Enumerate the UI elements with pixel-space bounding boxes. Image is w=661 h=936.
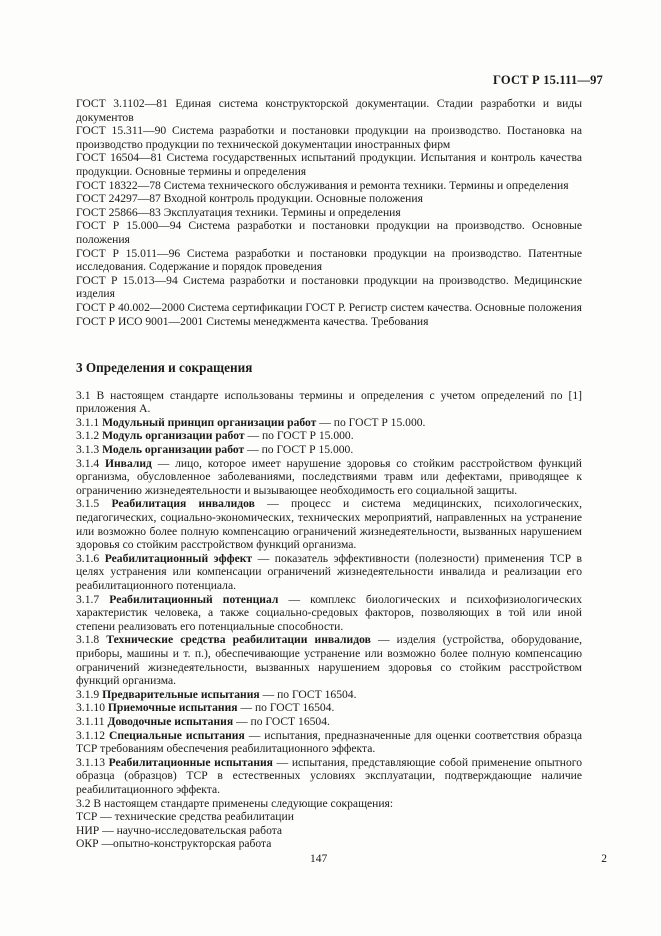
clause-number: 3.1.4	[76, 456, 100, 470]
definition-text: В настоящем стандарте применены следующие сокращения:	[93, 796, 394, 810]
clause-number: 3.1.8	[76, 633, 100, 647]
reference-item: ГОСТ Р 40.002—2000 Система сертификации ГОСТ Р. Регистр систем качества. Основные положения	[76, 300, 582, 314]
clause-number: 3.1.13	[76, 755, 105, 769]
clause-number: 3.1.3	[76, 443, 100, 457]
reference-item: ГОСТ Р 15.000—94 Система разработки и постановки продукции на производство. Основные положения	[76, 219, 582, 246]
abbreviation-item: ТСР — технические средства реабилитации	[76, 810, 294, 824]
definition-paragraph	[76, 552, 582, 593]
definition-paragraph	[76, 429, 582, 443]
clause-number: 3.2	[76, 796, 91, 810]
term: Технические средства реабилитации инвалидов	[106, 633, 371, 647]
term: Реабилитационные испытания	[108, 755, 273, 769]
reference-item: ГОСТ 25866—83 Эксплуатация техники. Термины и определения	[76, 205, 401, 219]
definition-text: — по ГОСТ Р 15.000.	[244, 429, 354, 443]
definition-paragraph	[76, 416, 582, 430]
standard-code-header: ГОСТ Р 15.111—97	[493, 73, 603, 87]
clause-number: 3.1.2	[76, 429, 100, 443]
reference-item: ГОСТ 24297—87 Входной контроль продукции. Основные положения	[76, 192, 423, 206]
definition-paragraph	[76, 497, 582, 551]
sheet-number: 2	[601, 853, 607, 865]
definition-text: — по ГОСТ Р 15.000.	[244, 443, 354, 457]
definition-text: — по ГОСТ 16504.	[237, 701, 335, 715]
definition-paragraph	[76, 593, 582, 634]
clause-number: 3.1.11	[76, 714, 105, 728]
definition-text: В настоящем стандарте использованы термины и определения с учетом определений по [1] приложения А.	[76, 388, 582, 416]
definition-text: — испытания, предназначенные для оценки соответствия образца ТСР требованиям обеспечения реабилитационного эффекта.	[76, 728, 582, 756]
definition-text: — изделия (устройства, оборудование, приборы, машины и т. п.), обеспечивающие устранение или возможно более полную компенсацию ограничений жизнедеятельности, вызванных нарушением здоровья со стойким расстройством функций организма.	[76, 633, 583, 688]
term: Модульный принцип организации работ	[102, 415, 317, 429]
term: Доводочные испытания	[107, 714, 234, 728]
term: Предварительные испытания	[102, 687, 260, 701]
document-body	[76, 97, 582, 851]
abbreviation-item: ОКР —опытно-конструкторская работа	[76, 837, 272, 851]
term: Модуль организации работ	[102, 429, 245, 443]
definition-paragraph	[76, 756, 582, 797]
definitions-list	[76, 389, 582, 810]
term: Приемочные испытания	[107, 701, 238, 715]
term: Инвалид	[104, 456, 152, 470]
definition-paragraph	[76, 729, 582, 756]
definition-text: — по ГОСТ 16504.	[259, 687, 357, 701]
definition-paragraph	[76, 688, 582, 702]
reference-item: ГОСТ 3.1102—81 Единая система конструкторской документации. Стадии разработки и виды документов	[76, 97, 582, 124]
reference-item: ГОСТ Р 15.013—94 Система разработки и постановки продукции на производство. Медицинские изделия	[76, 273, 582, 301]
definition-paragraph	[76, 457, 582, 498]
definition-paragraph	[76, 797, 582, 811]
term: Специальные испытания	[108, 728, 245, 742]
clause-number: 3.1.10	[76, 701, 105, 715]
clause-number: 3.1.6	[76, 551, 100, 565]
abbreviation-item: НИР — научно-исследовательская работа	[76, 823, 283, 837]
definition-paragraph	[76, 701, 582, 715]
definition-paragraph	[76, 633, 582, 687]
term: Реабилитация инвалидов	[111, 497, 255, 511]
reference-item: ГОСТ Р 15.011—96 Система разработки и постановки продукции на производство. Патентные исследования. Содержание и порядок проведения	[76, 246, 582, 274]
definition-paragraph	[76, 389, 582, 416]
definition-text: — по ГОСТ Р 15.000.	[316, 415, 426, 429]
definition-paragraph	[76, 715, 582, 729]
definition-text: — показатель эффективности (полезности) применения ТСР в целях устранения или компенсации ограничений жизнедеятельности инвалида и реализации его реабилитационного потенциала.	[76, 551, 582, 592]
term: Реабилитационный потенциал	[109, 592, 279, 606]
definition-text: — лицо, которое имеет нарушение здоровья со стойким расстройством функций организма, обусловленное заболеваниями, последствиями травм или дефектами, приводящее к ограничению жизнедеятельности и вызывающее необходимость его социальной защиты.	[76, 456, 582, 497]
definition-text: — процесс и система медицинских, психологических, педагогических, социально-экономических, технических мероприятий, направленных на устранение или возможно более полную компенсацию ограничений жизнедеятельности, вызванных нарушением здоровья со стойким расстройством функций организма.	[76, 497, 582, 552]
reference-item: ГОСТ Р ИСО 9001—2001 Системы менеджмента качества. Требования	[76, 314, 429, 328]
definition-paragraph	[76, 443, 582, 457]
reference-item: ГОСТ 15.311—90 Система разработки и постановки продукции на производство. Постановка на производство продукции по технической документации иностранных фирм	[76, 124, 582, 151]
clause-number: 3.1.1	[76, 415, 100, 429]
definition-text: — по ГОСТ 16504.	[233, 714, 330, 728]
term: Реабилитационный эффект	[104, 551, 253, 565]
normative-references-list	[76, 97, 582, 328]
abbreviations-list	[76, 810, 582, 851]
reference-item: ГОСТ 16504—81 Система государственных испытаний продукции. Испытания и контроль качества продукции. Основные термины и определения	[76, 151, 582, 178]
definition-text: — комплекс биологических и психофизиологических характеристик человека, а также социально-средовых факторов, позволяющих в той или иной степени реализовать его потенциальные способности.	[76, 592, 583, 633]
clause-number: 3.1.5	[76, 497, 100, 511]
term: Модель организации работ	[102, 443, 245, 457]
clause-number: 3.1.7	[76, 592, 100, 606]
reference-item: ГОСТ 18322—78 Система технического обслуживания и ремонта техники. Термины и определения	[76, 178, 569, 192]
clause-number: 3.1.9	[76, 687, 100, 701]
definition-text: — испытания, представляющие собой применение опытного образца (образцов) ТСР в естественных условиях эксплуатации, подтверждающие наличие реабилитационного эффекта.	[76, 755, 583, 796]
clause-number: 3.1.12	[76, 728, 105, 742]
page-number: 147	[310, 853, 328, 865]
clause-number: 3.1	[76, 388, 91, 402]
section-title: 3 Определения и сокращения	[76, 360, 253, 376]
